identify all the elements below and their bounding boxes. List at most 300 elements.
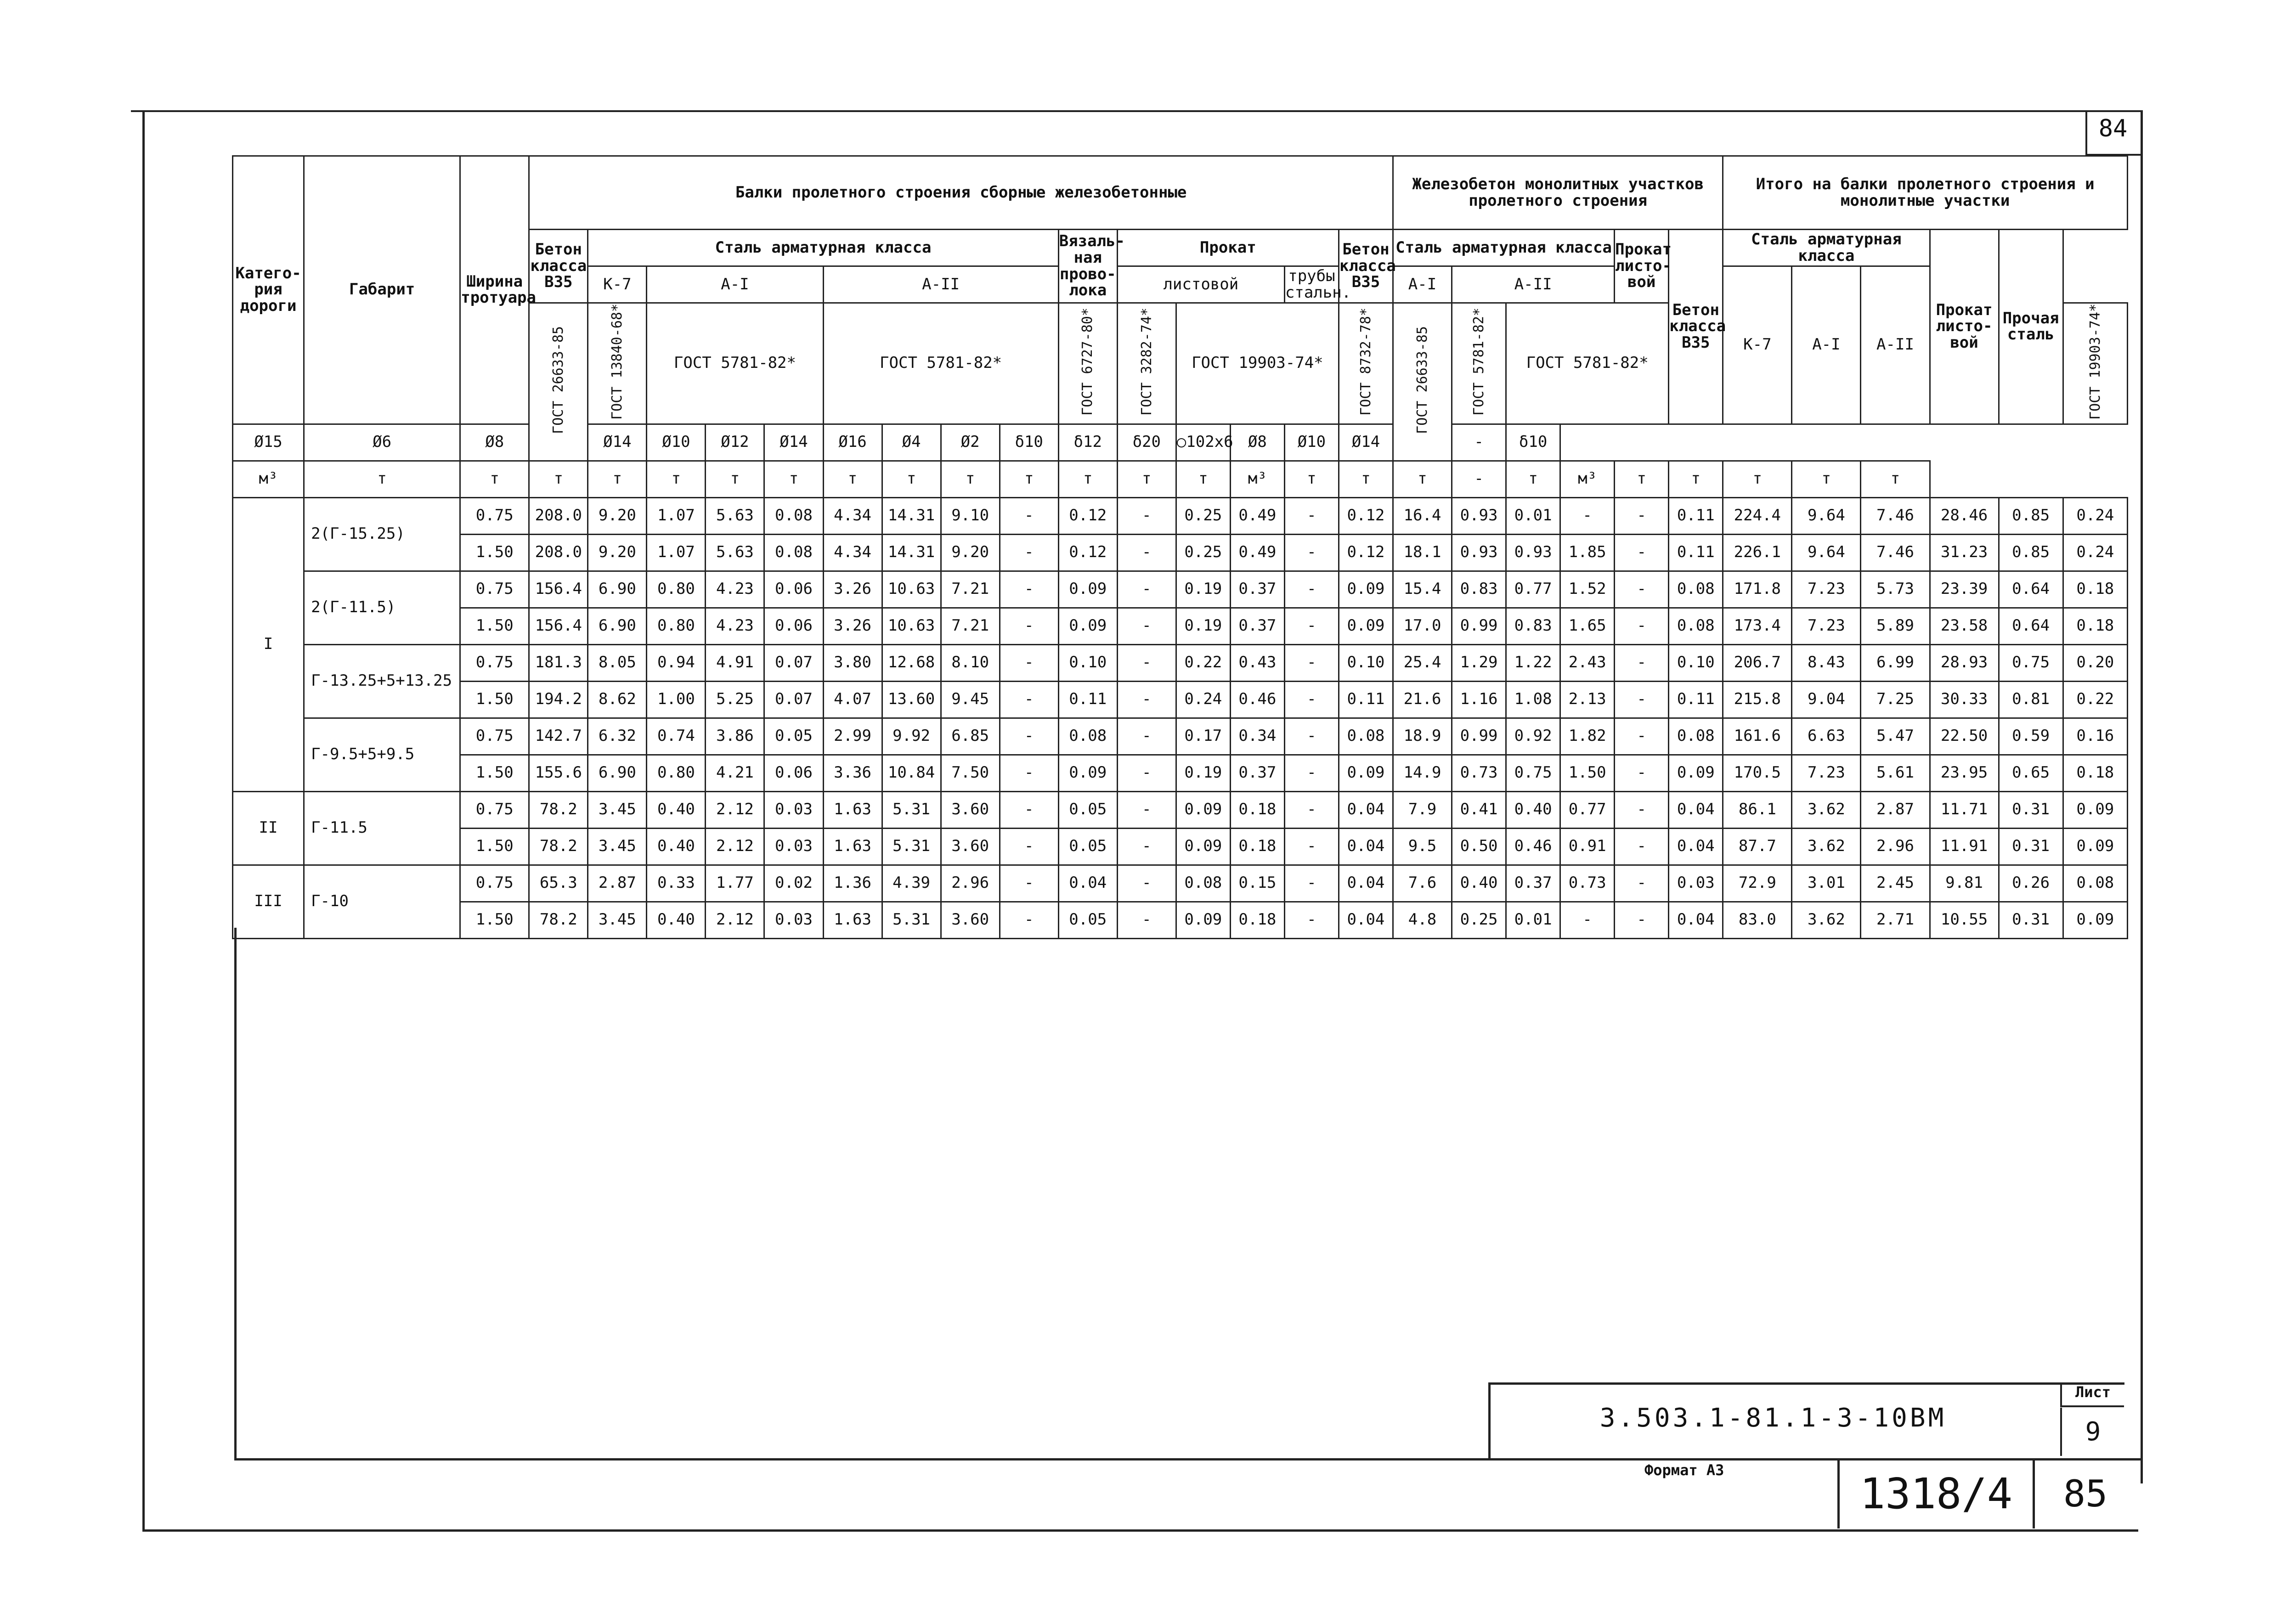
value-cell: 0.07	[764, 644, 823, 681]
value-cell: 0.11	[1058, 681, 1117, 718]
value-cell: 0.11	[1669, 681, 1723, 718]
value-cell: 3.26	[823, 608, 882, 644]
value-cell: 2.12	[706, 902, 764, 938]
value-cell: -	[1284, 608, 1339, 644]
value-cell: 173.4	[1723, 608, 1792, 644]
value-cell: 142.7	[529, 718, 588, 755]
value-cell: 7.23	[1792, 571, 1861, 608]
value-cell: 0.09	[1176, 791, 1230, 828]
value-cell: 28.93	[1930, 644, 1999, 681]
value-cell: 0.80	[647, 608, 706, 644]
value-cell: 0.10	[1669, 644, 1723, 681]
value-cell: 0.34	[1230, 718, 1284, 755]
unit-cell: т	[529, 461, 588, 497]
value-cell: 1.63	[823, 828, 882, 865]
value-cell: 0.03	[764, 902, 823, 938]
value-cell: 9.20	[588, 497, 647, 534]
sidewalk-width-cell: 0.75	[460, 497, 529, 534]
table-row	[233, 828, 2128, 865]
header-category: Катего-рия дороги	[233, 156, 304, 424]
value-cell: 1.50	[1560, 755, 1615, 791]
value-cell: 0.08	[1176, 865, 1230, 902]
table-row	[233, 791, 2128, 828]
value-cell: 0.04	[1339, 865, 1393, 902]
value-cell: 6.63	[1792, 718, 1861, 755]
value-cell: 10.84	[882, 755, 941, 791]
value-cell: 0.04	[1339, 828, 1393, 865]
value-cell: 0.08	[2063, 865, 2127, 902]
value-cell: 7.46	[1861, 497, 1930, 534]
header-gost-5781-b: ГОСТ 5781-82*	[823, 303, 1058, 424]
value-cell: 6.32	[588, 718, 647, 755]
value-cell: 0.75	[1999, 644, 2063, 681]
value-cell: 25.4	[1393, 644, 1452, 681]
value-cell: 4.91	[706, 644, 764, 681]
value-cell: 0.41	[1452, 791, 1506, 828]
header-d4: Ø4	[882, 424, 941, 461]
header-t10: δ10	[1000, 424, 1058, 461]
header-d14b: Ø14	[764, 424, 823, 461]
value-cell: 0.18	[2063, 608, 2127, 644]
value-cell: 0.12	[1058, 497, 1117, 534]
value-cell: -	[1615, 497, 1669, 534]
sidewalk-width-cell: 0.75	[460, 571, 529, 608]
gabarit-cell: Г-9.5+5+9.5	[304, 718, 460, 791]
value-cell: 2.45	[1861, 865, 1930, 902]
value-cell: 0.03	[1669, 865, 1723, 902]
value-cell: 0.18	[2063, 755, 2127, 791]
value-cell: 23.58	[1930, 608, 1999, 644]
page-number: 85	[2063, 1472, 2108, 1515]
value-cell: 0.99	[1452, 718, 1506, 755]
value-cell: 8.10	[941, 644, 1000, 681]
value-cell: 1.63	[823, 902, 882, 938]
value-cell: 7.46	[1861, 534, 1930, 571]
table-row	[233, 865, 2128, 902]
value-cell: 0.04	[1669, 791, 1723, 828]
value-cell: 2.99	[823, 718, 882, 755]
value-cell: 0.64	[1999, 571, 2063, 608]
value-cell: 0.09	[2063, 902, 2127, 938]
value-cell: 0.25	[1176, 497, 1230, 534]
value-cell: 0.09	[1058, 755, 1117, 791]
value-cell: 0.18	[1230, 791, 1284, 828]
value-cell: 170.5	[1723, 755, 1792, 791]
value-cell: 4.23	[706, 571, 764, 608]
value-cell: 156.4	[529, 571, 588, 608]
value-cell: 0.04	[1058, 865, 1117, 902]
value-cell: 0.65	[1999, 755, 2063, 791]
value-cell: 0.15	[1230, 865, 1284, 902]
value-cell: 5.31	[882, 828, 941, 865]
gabarit-cell: 2(Г-11.5)	[304, 571, 460, 644]
value-cell: 0.10	[1339, 644, 1393, 681]
header-a2: А-II	[823, 266, 1058, 303]
gabarit-cell: Г-10	[304, 865, 460, 938]
header-other-steel: Прочая сталь	[1999, 230, 2063, 424]
value-cell: 9.20	[588, 534, 647, 571]
value-cell: -	[1284, 791, 1339, 828]
value-cell: 3.60	[941, 828, 1000, 865]
value-cell: 23.39	[1930, 571, 1999, 608]
value-cell: 0.25	[1452, 902, 1506, 938]
value-cell: 6.99	[1861, 644, 1930, 681]
value-cell: 7.25	[1861, 681, 1930, 718]
value-cell: 0.04	[1339, 791, 1393, 828]
value-cell: -	[1284, 534, 1339, 571]
header-gost-3282: ГОСТ 3282-74*	[1138, 308, 1155, 416]
value-cell: 21.6	[1393, 681, 1452, 718]
header-d8: Ø8	[460, 424, 529, 461]
value-cell: 5.31	[882, 791, 941, 828]
value-cell: -	[1615, 718, 1669, 755]
value-cell: 0.77	[1560, 791, 1615, 828]
value-cell: 7.9	[1393, 791, 1452, 828]
value-cell: 0.10	[1058, 644, 1117, 681]
value-cell: 1.82	[1560, 718, 1615, 755]
table-row	[233, 497, 2128, 534]
value-cell: 5.47	[1861, 718, 1930, 755]
value-cell: -	[1000, 718, 1058, 755]
value-cell: 11.71	[1930, 791, 1999, 828]
header-pipe-size: ○102х6	[1176, 424, 1230, 461]
frame-right-line	[2141, 110, 2143, 1483]
value-cell: 0.09	[1339, 571, 1393, 608]
value-cell: 0.04	[1339, 902, 1393, 938]
value-cell: -	[1000, 865, 1058, 902]
value-cell: -	[1117, 865, 1176, 902]
value-cell: 0.40	[647, 828, 706, 865]
header-prokat-listovoy-2: Прокат листо-вой	[1930, 230, 1999, 424]
value-cell: 0.26	[1999, 865, 2063, 902]
unit-cell: т	[1615, 461, 1669, 497]
value-cell: 1.85	[1560, 534, 1615, 571]
value-cell: 0.12	[1339, 497, 1393, 534]
value-cell: 0.85	[1999, 534, 2063, 571]
value-cell: 0.31	[1999, 828, 2063, 865]
value-cell: -	[1284, 497, 1339, 534]
value-cell: 2.13	[1560, 681, 1615, 718]
value-cell: -	[1615, 865, 1669, 902]
unit-cell: т	[882, 461, 941, 497]
value-cell: 3.86	[706, 718, 764, 755]
category-cell: II	[233, 791, 304, 865]
value-cell: 0.05	[1058, 791, 1117, 828]
value-cell: 0.11	[1669, 534, 1723, 571]
unit-cell: т	[1393, 461, 1452, 497]
value-cell: 30.33	[1930, 681, 1999, 718]
value-cell: 0.64	[1999, 608, 2063, 644]
value-cell: 3.62	[1792, 791, 1861, 828]
value-cell: 3.62	[1792, 828, 1861, 865]
value-cell: 0.40	[647, 902, 706, 938]
header-gost-26633-2: ГОСТ 26633-85	[1414, 326, 1430, 434]
value-cell: 194.2	[529, 681, 588, 718]
value-cell: 0.01	[1506, 902, 1560, 938]
value-cell: 208.0	[529, 497, 588, 534]
value-cell: 4.8	[1393, 902, 1452, 938]
value-cell: 0.40	[647, 791, 706, 828]
value-cell: 0.09	[2063, 828, 2127, 865]
value-cell: -	[1284, 902, 1339, 938]
value-cell: -	[1117, 828, 1176, 865]
value-cell: 0.50	[1452, 828, 1506, 865]
value-cell: 0.93	[1506, 534, 1560, 571]
header-beton-3: Бетон класса В35	[1669, 230, 1723, 424]
header-gabarit: Габарит	[304, 156, 460, 424]
unit-cell: т	[1339, 461, 1393, 497]
value-cell: 0.99	[1452, 608, 1506, 644]
sheet-label: Лист	[2060, 1383, 2124, 1407]
table-row	[233, 681, 2128, 718]
table-row	[233, 534, 2128, 571]
value-cell: 9.20	[941, 534, 1000, 571]
unit-cell: т	[1669, 461, 1723, 497]
value-cell: 4.34	[823, 534, 882, 571]
format-label: Формат А3	[1644, 1461, 1724, 1479]
value-cell: 0.08	[764, 534, 823, 571]
value-cell: 9.5	[1393, 828, 1452, 865]
value-cell: 3.01	[1792, 865, 1861, 902]
value-cell: 0.24	[1176, 681, 1230, 718]
header-steel-class-2: Сталь арматурная класса	[1393, 230, 1614, 266]
value-cell: 0.91	[1560, 828, 1615, 865]
value-cell: 14.9	[1393, 755, 1452, 791]
value-cell: 0.12	[1339, 534, 1393, 571]
value-cell: 0.22	[2063, 681, 2127, 718]
value-cell: 3.26	[823, 571, 882, 608]
value-cell: 156.4	[529, 608, 588, 644]
unit-cell: т	[588, 461, 647, 497]
header-d15: Ø15	[233, 424, 304, 461]
value-cell: 22.50	[1930, 718, 1999, 755]
unit-cell: т	[1284, 461, 1339, 497]
header-d14: Ø14	[588, 424, 647, 461]
value-cell: 0.37	[1506, 865, 1560, 902]
value-cell: 78.2	[529, 791, 588, 828]
header-beton-1: Бетон класса В35	[529, 230, 588, 303]
value-cell: 0.18	[1230, 902, 1284, 938]
value-cell: 0.77	[1506, 571, 1560, 608]
header-d10-mono: Ø10	[1284, 424, 1339, 461]
unit-cell: т	[1058, 461, 1117, 497]
value-cell: -	[1284, 718, 1339, 755]
header-beton-2: Бетон класса В35	[1339, 230, 1393, 303]
value-cell: -	[1117, 755, 1176, 791]
value-cell: 0.17	[1176, 718, 1230, 755]
value-cell: 0.18	[1230, 828, 1284, 865]
header-d2: Ø2	[941, 424, 1000, 461]
value-cell: -	[1000, 497, 1058, 534]
header-gost-6727: ГОСТ 6727-80*	[1079, 308, 1096, 416]
value-cell: 0.16	[2063, 718, 2127, 755]
unit-cell: т	[1723, 461, 1792, 497]
value-cell: 0.31	[1999, 791, 2063, 828]
value-cell: 206.7	[1723, 644, 1792, 681]
value-cell: 208.0	[529, 534, 588, 571]
value-cell: 3.45	[588, 902, 647, 938]
value-cell: -	[1117, 902, 1176, 938]
sheet-number: 9	[2060, 1408, 2124, 1456]
value-cell: 3.60	[941, 791, 1000, 828]
value-cell: 224.4	[1723, 497, 1792, 534]
value-cell: 7.21	[941, 571, 1000, 608]
value-cell: 0.37	[1230, 755, 1284, 791]
value-cell: 8.43	[1792, 644, 1861, 681]
value-cell: -	[1000, 755, 1058, 791]
value-cell: 0.19	[1176, 755, 1230, 791]
sidewalk-width-cell: 1.50	[460, 681, 529, 718]
value-cell: 0.12	[1058, 534, 1117, 571]
value-cell: -	[1117, 534, 1176, 571]
value-cell: 0.33	[647, 865, 706, 902]
value-cell: 8.05	[588, 644, 647, 681]
value-cell: 0.09	[1176, 902, 1230, 938]
value-cell: 0.05	[764, 718, 823, 755]
value-cell: 1.63	[823, 791, 882, 828]
value-cell: 16.4	[1393, 497, 1452, 534]
value-cell: 4.21	[706, 755, 764, 791]
value-cell: 78.2	[529, 902, 588, 938]
header-a1-mono: А-I	[1393, 266, 1452, 303]
value-cell: 0.03	[764, 828, 823, 865]
value-cell: -	[1284, 571, 1339, 608]
value-cell: 0.46	[1506, 828, 1560, 865]
unit-cell: т	[706, 461, 764, 497]
value-cell: 7.6	[1393, 865, 1452, 902]
value-cell: -	[1117, 791, 1176, 828]
header-gost-5781-a: ГОСТ 5781-82*	[647, 303, 823, 424]
value-cell: 9.45	[941, 681, 1000, 718]
value-cell: 0.49	[1230, 534, 1284, 571]
value-cell: 9.92	[882, 718, 941, 755]
table-row	[233, 718, 2128, 755]
value-cell: -	[1615, 755, 1669, 791]
header-monolithic: Железобетон монолитных участков пролетного строения	[1393, 156, 1723, 230]
value-cell: 11.91	[1930, 828, 1999, 865]
value-cell: 3.45	[588, 828, 647, 865]
value-cell: 2.71	[1861, 902, 1930, 938]
value-cell: 1.08	[1506, 681, 1560, 718]
value-cell: -	[1615, 571, 1669, 608]
value-cell: 0.06	[764, 755, 823, 791]
value-cell: 0.37	[1230, 608, 1284, 644]
value-cell: 1.07	[647, 534, 706, 571]
value-cell: 1.77	[706, 865, 764, 902]
value-cell: -	[1000, 828, 1058, 865]
unit-cell: т	[1792, 461, 1861, 497]
value-cell: 2.96	[1861, 828, 1930, 865]
value-cell: -	[1000, 681, 1058, 718]
value-cell: -	[1000, 608, 1058, 644]
value-cell: 5.89	[1861, 608, 1930, 644]
unit-cell: т	[823, 461, 882, 497]
value-cell: 2.96	[941, 865, 1000, 902]
table-row	[233, 902, 2128, 938]
value-cell: 6.90	[588, 571, 647, 608]
value-cell: 0.37	[1230, 571, 1284, 608]
value-cell: 2.12	[706, 828, 764, 865]
value-cell: 0.24	[2063, 497, 2127, 534]
value-cell: 0.08	[1669, 718, 1723, 755]
header-gost-8732: ГОСТ 8732-78*	[1357, 308, 1374, 416]
value-cell: 0.85	[1999, 497, 2063, 534]
header-a2-mono: А-II	[1452, 266, 1615, 303]
value-cell: 9.04	[1792, 681, 1861, 718]
value-cell: 65.3	[529, 865, 588, 902]
header-d16: Ø16	[823, 424, 882, 461]
value-cell: 87.7	[1723, 828, 1792, 865]
value-cell: 18.9	[1393, 718, 1452, 755]
value-cell: -	[1615, 791, 1669, 828]
value-cell: 6.90	[588, 608, 647, 644]
value-cell: 9.81	[1930, 865, 1999, 902]
header-steel-class-3: Сталь арматурная класса	[1723, 230, 1930, 266]
value-cell: 0.31	[1999, 902, 2063, 938]
header-wire: Вязаль-ная прово-лока	[1058, 230, 1117, 303]
value-cell: 0.09	[2063, 791, 2127, 828]
value-cell: 8.62	[588, 681, 647, 718]
value-cell: -	[1615, 644, 1669, 681]
value-cell: 0.49	[1230, 497, 1284, 534]
unit-cell: т	[941, 461, 1000, 497]
value-cell: 0.09	[1176, 828, 1230, 865]
header-dash-mono: -	[1452, 424, 1506, 461]
unit-cell: -	[1452, 461, 1506, 497]
value-cell: 0.07	[764, 681, 823, 718]
value-cell: 0.08	[1339, 718, 1393, 755]
value-cell: 2.12	[706, 791, 764, 828]
value-cell: 78.2	[529, 828, 588, 865]
unit-cell: т	[304, 461, 460, 497]
value-cell: 0.04	[1669, 902, 1723, 938]
header-prokat-listovoy-1: Прокат листо-вой	[1615, 230, 1669, 303]
value-cell: 7.50	[941, 755, 1000, 791]
sidewalk-width-cell: 1.50	[460, 902, 529, 938]
value-cell: 3.80	[823, 644, 882, 681]
value-cell: 3.60	[941, 902, 1000, 938]
header-a2-total: А-II	[1861, 266, 1930, 424]
sidewalk-width-cell: 0.75	[460, 791, 529, 828]
header-listovoy: листовой	[1117, 266, 1284, 303]
value-cell: -	[1615, 534, 1669, 571]
header-d12: Ø12	[706, 424, 764, 461]
value-cell: -	[1284, 865, 1339, 902]
unit-cell: т	[647, 461, 706, 497]
value-cell: 1.22	[1506, 644, 1560, 681]
value-cell: -	[1000, 534, 1058, 571]
value-cell: 2.43	[1560, 644, 1615, 681]
value-cell: 0.43	[1230, 644, 1284, 681]
value-cell: 14.31	[882, 497, 941, 534]
value-cell: 6.85	[941, 718, 1000, 755]
header-gost-13840: ГОСТ 13840-68*	[609, 304, 626, 420]
unit-cell: т	[1176, 461, 1230, 497]
sidewalk-width-cell: 1.50	[460, 608, 529, 644]
value-cell: -	[1117, 497, 1176, 534]
value-cell: 0.73	[1560, 865, 1615, 902]
header-k7-total: К-7	[1723, 266, 1792, 424]
value-cell: -	[1615, 828, 1669, 865]
value-cell: 0.80	[647, 755, 706, 791]
value-cell: 10.63	[882, 571, 941, 608]
value-cell: 1.16	[1452, 681, 1506, 718]
value-cell: 0.20	[2063, 644, 2127, 681]
header-gost-26633-1: ГОСТ 26633-85	[550, 326, 567, 434]
value-cell: 0.93	[1452, 497, 1506, 534]
value-cell: 0.19	[1176, 608, 1230, 644]
category-cell: I	[233, 497, 304, 791]
